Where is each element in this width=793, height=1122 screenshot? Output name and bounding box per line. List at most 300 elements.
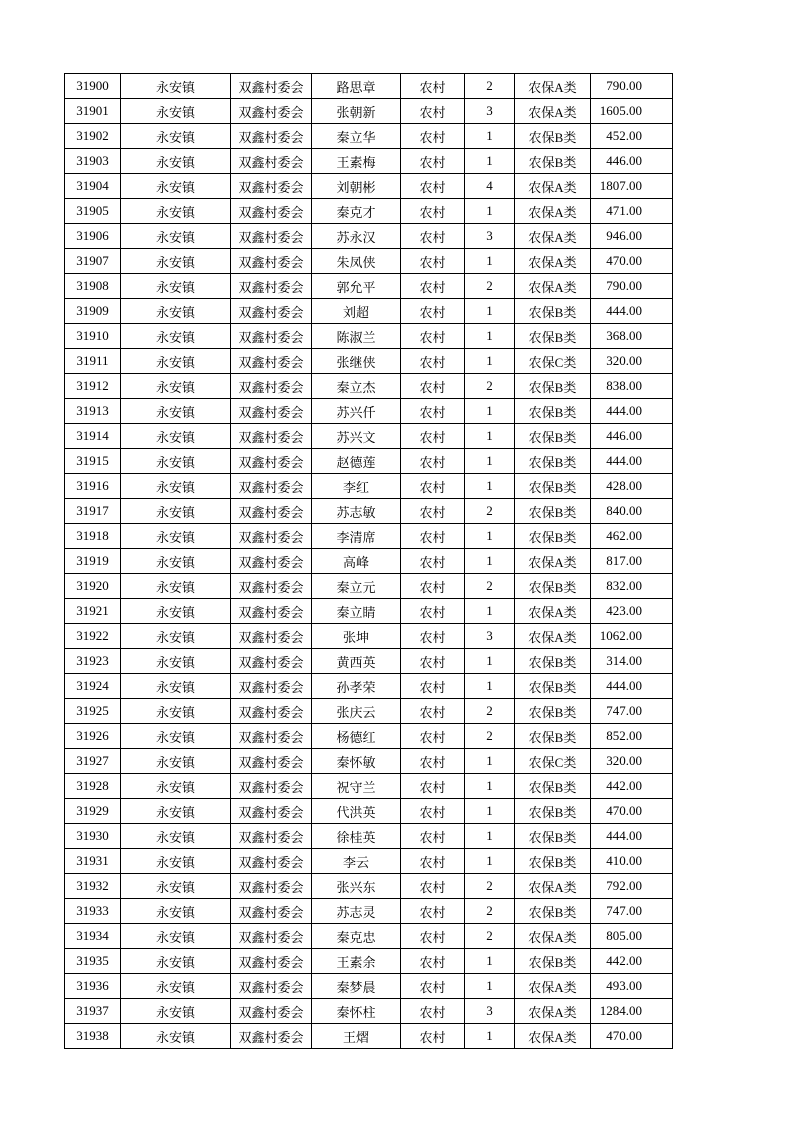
cell-name: 秦怀柱	[312, 999, 401, 1024]
cell-category: 农保C类	[515, 749, 591, 774]
cell-amount: 792.00	[591, 874, 673, 899]
cell-category: 农保B类	[515, 824, 591, 849]
cell-amount: 838.00	[591, 374, 673, 399]
cell-name: 祝守兰	[312, 774, 401, 799]
cell-id: 31937	[65, 999, 121, 1024]
cell-name: 刘朝彬	[312, 174, 401, 199]
cell-name: 苏志灵	[312, 899, 401, 924]
cell-amount: 471.00	[591, 199, 673, 224]
cell-residence: 农村	[401, 674, 465, 699]
cell-id: 31922	[65, 624, 121, 649]
cell-town: 永安镇	[121, 799, 231, 824]
cell-category: 农保A类	[515, 174, 591, 199]
table-row	[65, 74, 673, 99]
cell-id: 31925	[65, 699, 121, 724]
cell-category: 农保A类	[515, 224, 591, 249]
cell-id: 31926	[65, 724, 121, 749]
cell-village: 双鑫村委会	[231, 199, 312, 224]
table-row	[65, 224, 673, 249]
cell-persons: 1	[465, 974, 515, 999]
cell-town: 永安镇	[121, 924, 231, 949]
cell-town: 永安镇	[121, 349, 231, 374]
cell-name: 黄西英	[312, 649, 401, 674]
cell-village: 双鑫村委会	[231, 574, 312, 599]
table-row	[65, 574, 673, 599]
cell-persons: 1	[465, 649, 515, 674]
cell-village: 双鑫村委会	[231, 749, 312, 774]
cell-name: 张庆云	[312, 699, 401, 724]
cell-town: 永安镇	[121, 824, 231, 849]
cell-town: 永安镇	[121, 374, 231, 399]
cell-residence: 农村	[401, 699, 465, 724]
cell-category: 农保A类	[515, 249, 591, 274]
cell-amount: 470.00	[591, 249, 673, 274]
cell-persons: 2	[465, 274, 515, 299]
cell-name: 秦立睛	[312, 599, 401, 624]
cell-id: 31903	[65, 149, 121, 174]
table-row	[65, 274, 673, 299]
table-row	[65, 874, 673, 899]
cell-persons: 3	[465, 999, 515, 1024]
cell-amount: 805.00	[591, 924, 673, 949]
cell-id: 31916	[65, 474, 121, 499]
table-row	[65, 299, 673, 324]
cell-name: 秦克忠	[312, 924, 401, 949]
cell-persons: 2	[465, 724, 515, 749]
cell-persons: 2	[465, 924, 515, 949]
cell-amount: 493.00	[591, 974, 673, 999]
cell-category: 农保A类	[515, 974, 591, 999]
cell-persons: 1	[465, 774, 515, 799]
cell-persons: 1	[465, 449, 515, 474]
cell-village: 双鑫村委会	[231, 874, 312, 899]
cell-residence: 农村	[401, 274, 465, 299]
cell-category: 农保B类	[515, 299, 591, 324]
cell-residence: 农村	[401, 899, 465, 924]
cell-town: 永安镇	[121, 624, 231, 649]
table-row	[65, 249, 673, 274]
table-row	[65, 774, 673, 799]
cell-persons: 1	[465, 474, 515, 499]
cell-residence: 农村	[401, 924, 465, 949]
cell-village: 双鑫村委会	[231, 1024, 312, 1049]
cell-persons: 2	[465, 499, 515, 524]
cell-name: 王素梅	[312, 149, 401, 174]
table-row	[65, 699, 673, 724]
table-row	[65, 149, 673, 174]
cell-name: 苏兴仟	[312, 399, 401, 424]
cell-name: 苏志敏	[312, 499, 401, 524]
table-row	[65, 949, 673, 974]
cell-town: 永安镇	[121, 324, 231, 349]
cell-amount: 320.00	[591, 349, 673, 374]
table-row	[65, 924, 673, 949]
cell-name: 秦立杰	[312, 374, 401, 399]
table-row	[65, 674, 673, 699]
cell-amount: 1605.00	[591, 99, 673, 124]
table-row	[65, 199, 673, 224]
cell-village: 双鑫村委会	[231, 799, 312, 824]
cell-village: 双鑫村委会	[231, 274, 312, 299]
cell-id: 31911	[65, 349, 121, 374]
table-row	[65, 849, 673, 874]
cell-name: 徐桂英	[312, 824, 401, 849]
table-row	[65, 124, 673, 149]
cell-residence: 农村	[401, 1024, 465, 1049]
cell-name: 李红	[312, 474, 401, 499]
table-row	[65, 399, 673, 424]
cell-category: 农保A类	[515, 599, 591, 624]
table-row	[65, 799, 673, 824]
cell-id: 31909	[65, 299, 121, 324]
cell-residence: 农村	[401, 424, 465, 449]
cell-persons: 1	[465, 249, 515, 274]
cell-village: 双鑫村委会	[231, 824, 312, 849]
table-row	[65, 524, 673, 549]
cell-category: 农保A类	[515, 274, 591, 299]
cell-id: 31923	[65, 649, 121, 674]
cell-persons: 2	[465, 699, 515, 724]
cell-persons: 2	[465, 899, 515, 924]
cell-town: 永安镇	[121, 449, 231, 474]
cell-town: 永安镇	[121, 499, 231, 524]
cell-village: 双鑫村委会	[231, 624, 312, 649]
cell-id: 31920	[65, 574, 121, 599]
cell-village: 双鑫村委会	[231, 899, 312, 924]
cell-id: 31919	[65, 549, 121, 574]
cell-village: 双鑫村委会	[231, 149, 312, 174]
cell-persons: 1	[465, 799, 515, 824]
cell-category: 农保B类	[515, 849, 591, 874]
table-row	[65, 999, 673, 1024]
cell-name: 苏兴文	[312, 424, 401, 449]
cell-id: 31924	[65, 674, 121, 699]
cell-village: 双鑫村委会	[231, 599, 312, 624]
cell-village: 双鑫村委会	[231, 974, 312, 999]
cell-amount: 444.00	[591, 299, 673, 324]
cell-town: 永安镇	[121, 974, 231, 999]
cell-name: 王素余	[312, 949, 401, 974]
cell-id: 31930	[65, 824, 121, 849]
cell-town: 永安镇	[121, 999, 231, 1024]
cell-residence: 农村	[401, 174, 465, 199]
cell-village: 双鑫村委会	[231, 249, 312, 274]
cell-residence: 农村	[401, 874, 465, 899]
table-row	[65, 449, 673, 474]
cell-id: 31938	[65, 1024, 121, 1049]
cell-town: 永安镇	[121, 649, 231, 674]
cell-town: 永安镇	[121, 774, 231, 799]
cell-id: 31933	[65, 899, 121, 924]
cell-residence: 农村	[401, 724, 465, 749]
cell-persons: 2	[465, 874, 515, 899]
table-row	[65, 549, 673, 574]
cell-town: 永安镇	[121, 749, 231, 774]
cell-name: 路思章	[312, 74, 401, 99]
cell-category: 农保B类	[515, 774, 591, 799]
cell-village: 双鑫村委会	[231, 349, 312, 374]
cell-residence: 农村	[401, 749, 465, 774]
cell-town: 永安镇	[121, 699, 231, 724]
cell-category: 农保B类	[515, 699, 591, 724]
cell-amount: 314.00	[591, 649, 673, 674]
cell-persons: 1	[465, 599, 515, 624]
cell-residence: 农村	[401, 624, 465, 649]
cell-persons: 1	[465, 524, 515, 549]
cell-amount: 452.00	[591, 124, 673, 149]
cell-name: 张坤	[312, 624, 401, 649]
cell-persons: 4	[465, 174, 515, 199]
table-row	[65, 374, 673, 399]
cell-village: 双鑫村委会	[231, 224, 312, 249]
cell-category: 农保A类	[515, 549, 591, 574]
cell-amount: 462.00	[591, 524, 673, 549]
cell-persons: 2	[465, 574, 515, 599]
cell-village: 双鑫村委会	[231, 924, 312, 949]
cell-town: 永安镇	[121, 474, 231, 499]
cell-name: 陈淑兰	[312, 324, 401, 349]
cell-id: 31907	[65, 249, 121, 274]
cell-id: 31913	[65, 399, 121, 424]
cell-village: 双鑫村委会	[231, 99, 312, 124]
cell-category: 农保A类	[515, 74, 591, 99]
table-row	[65, 599, 673, 624]
cell-residence: 农村	[401, 599, 465, 624]
cell-residence: 农村	[401, 99, 465, 124]
cell-id: 31914	[65, 424, 121, 449]
cell-amount: 747.00	[591, 699, 673, 724]
cell-id: 31921	[65, 599, 121, 624]
cell-residence: 农村	[401, 499, 465, 524]
cell-category: 农保B类	[515, 424, 591, 449]
cell-id: 31902	[65, 124, 121, 149]
table-row	[65, 99, 673, 124]
cell-amount: 852.00	[591, 724, 673, 749]
cell-residence: 农村	[401, 149, 465, 174]
cell-id: 31915	[65, 449, 121, 474]
cell-id: 31917	[65, 499, 121, 524]
cell-amount: 368.00	[591, 324, 673, 349]
cell-amount: 1062.00	[591, 624, 673, 649]
cell-village: 双鑫村委会	[231, 299, 312, 324]
table-row	[65, 624, 673, 649]
cell-village: 双鑫村委会	[231, 424, 312, 449]
table-row	[65, 174, 673, 199]
cell-name: 秦梦晨	[312, 974, 401, 999]
cell-village: 双鑫村委会	[231, 699, 312, 724]
cell-category: 农保B类	[515, 724, 591, 749]
cell-persons: 1	[465, 349, 515, 374]
cell-village: 双鑫村委会	[231, 474, 312, 499]
cell-town: 永安镇	[121, 1024, 231, 1049]
table-row	[65, 724, 673, 749]
cell-village: 双鑫村委会	[231, 449, 312, 474]
cell-village: 双鑫村委会	[231, 774, 312, 799]
cell-name: 朱凤侠	[312, 249, 401, 274]
cell-town: 永安镇	[121, 549, 231, 574]
cell-village: 双鑫村委会	[231, 524, 312, 549]
cell-amount: 423.00	[591, 599, 673, 624]
cell-amount: 410.00	[591, 849, 673, 874]
table-row	[65, 974, 673, 999]
cell-residence: 农村	[401, 549, 465, 574]
cell-residence: 农村	[401, 799, 465, 824]
cell-id: 31934	[65, 924, 121, 949]
cell-category: 农保B类	[515, 449, 591, 474]
cell-residence: 农村	[401, 449, 465, 474]
cell-persons: 1	[465, 149, 515, 174]
cell-town: 永安镇	[121, 299, 231, 324]
cell-village: 双鑫村委会	[231, 174, 312, 199]
table-row	[65, 499, 673, 524]
cell-town: 永安镇	[121, 674, 231, 699]
cell-village: 双鑫村委会	[231, 324, 312, 349]
cell-town: 永安镇	[121, 949, 231, 974]
cell-town: 永安镇	[121, 899, 231, 924]
cell-persons: 1	[465, 749, 515, 774]
cell-town: 永安镇	[121, 524, 231, 549]
cell-persons: 2	[465, 74, 515, 99]
cell-residence: 农村	[401, 74, 465, 99]
table-row	[65, 349, 673, 374]
cell-town: 永安镇	[121, 599, 231, 624]
cell-residence: 农村	[401, 824, 465, 849]
cell-amount: 446.00	[591, 424, 673, 449]
cell-category: 农保B类	[515, 674, 591, 699]
cell-name: 张朝新	[312, 99, 401, 124]
cell-category: 农保B类	[515, 949, 591, 974]
cell-id: 31912	[65, 374, 121, 399]
cell-village: 双鑫村委会	[231, 849, 312, 874]
cell-residence: 农村	[401, 949, 465, 974]
cell-name: 张继侠	[312, 349, 401, 374]
cell-category: 农保B类	[515, 899, 591, 924]
cell-residence: 农村	[401, 374, 465, 399]
cell-id: 31927	[65, 749, 121, 774]
cell-category: 农保B类	[515, 499, 591, 524]
cell-name: 秦立华	[312, 124, 401, 149]
cell-town: 永安镇	[121, 399, 231, 424]
cell-amount: 320.00	[591, 749, 673, 774]
cell-name: 王熠	[312, 1024, 401, 1049]
cell-town: 永安镇	[121, 74, 231, 99]
table-row	[65, 749, 673, 774]
cell-name: 秦立元	[312, 574, 401, 599]
cell-persons: 1	[465, 849, 515, 874]
cell-amount: 790.00	[591, 74, 673, 99]
cell-persons: 1	[465, 199, 515, 224]
cell-town: 永安镇	[121, 224, 231, 249]
cell-category: 农保A类	[515, 199, 591, 224]
cell-amount: 832.00	[591, 574, 673, 599]
cell-persons: 1	[465, 549, 515, 574]
cell-category: 农保A类	[515, 624, 591, 649]
cell-town: 永安镇	[121, 249, 231, 274]
cell-category: 农保C类	[515, 349, 591, 374]
cell-id: 31932	[65, 874, 121, 899]
cell-residence: 农村	[401, 849, 465, 874]
cell-amount: 446.00	[591, 149, 673, 174]
cell-amount: 747.00	[591, 899, 673, 924]
cell-persons: 1	[465, 674, 515, 699]
cell-id: 31929	[65, 799, 121, 824]
cell-residence: 农村	[401, 249, 465, 274]
cell-amount: 428.00	[591, 474, 673, 499]
cell-residence: 农村	[401, 199, 465, 224]
cell-town: 永安镇	[121, 124, 231, 149]
cell-village: 双鑫村委会	[231, 124, 312, 149]
cell-category: 农保B类	[515, 474, 591, 499]
cell-persons: 1	[465, 324, 515, 349]
cell-category: 农保B类	[515, 649, 591, 674]
cell-village: 双鑫村委会	[231, 74, 312, 99]
cell-town: 永安镇	[121, 574, 231, 599]
cell-village: 双鑫村委会	[231, 499, 312, 524]
cell-amount: 444.00	[591, 674, 673, 699]
cell-residence: 农村	[401, 999, 465, 1024]
cell-residence: 农村	[401, 224, 465, 249]
cell-amount: 790.00	[591, 274, 673, 299]
cell-name: 李云	[312, 849, 401, 874]
cell-name: 秦怀敏	[312, 749, 401, 774]
table-row	[65, 474, 673, 499]
cell-persons: 1	[465, 124, 515, 149]
cell-category: 农保B类	[515, 399, 591, 424]
cell-name: 杨德红	[312, 724, 401, 749]
cell-town: 永安镇	[121, 174, 231, 199]
cell-id: 31928	[65, 774, 121, 799]
cell-village: 双鑫村委会	[231, 949, 312, 974]
cell-amount: 470.00	[591, 1024, 673, 1049]
cell-id: 31906	[65, 224, 121, 249]
cell-name: 赵德莲	[312, 449, 401, 474]
cell-category: 农保A类	[515, 99, 591, 124]
cell-persons: 1	[465, 299, 515, 324]
cell-town: 永安镇	[121, 849, 231, 874]
cell-persons: 3	[465, 99, 515, 124]
table-body	[65, 74, 673, 1049]
cell-name: 代洪英	[312, 799, 401, 824]
cell-name: 秦克才	[312, 199, 401, 224]
cell-residence: 农村	[401, 299, 465, 324]
table-row	[65, 899, 673, 924]
cell-category: 农保A类	[515, 924, 591, 949]
table-row	[65, 1024, 673, 1049]
cell-residence: 农村	[401, 399, 465, 424]
cell-village: 双鑫村委会	[231, 724, 312, 749]
cell-residence: 农村	[401, 974, 465, 999]
cell-village: 双鑫村委会	[231, 399, 312, 424]
cell-name: 李清席	[312, 524, 401, 549]
cell-village: 双鑫村委会	[231, 549, 312, 574]
cell-id: 31918	[65, 524, 121, 549]
cell-name: 高峰	[312, 549, 401, 574]
cell-persons: 1	[465, 1024, 515, 1049]
cell-persons: 1	[465, 949, 515, 974]
cell-residence: 农村	[401, 574, 465, 599]
cell-category: 农保A类	[515, 874, 591, 899]
cell-category: 农保B类	[515, 324, 591, 349]
cell-village: 双鑫村委会	[231, 674, 312, 699]
cell-category: 农保B类	[515, 374, 591, 399]
cell-persons: 1	[465, 424, 515, 449]
cell-id: 31900	[65, 74, 121, 99]
cell-village: 双鑫村委会	[231, 649, 312, 674]
cell-residence: 农村	[401, 474, 465, 499]
table-row	[65, 424, 673, 449]
cell-amount: 1284.00	[591, 999, 673, 1024]
cell-town: 永安镇	[121, 874, 231, 899]
